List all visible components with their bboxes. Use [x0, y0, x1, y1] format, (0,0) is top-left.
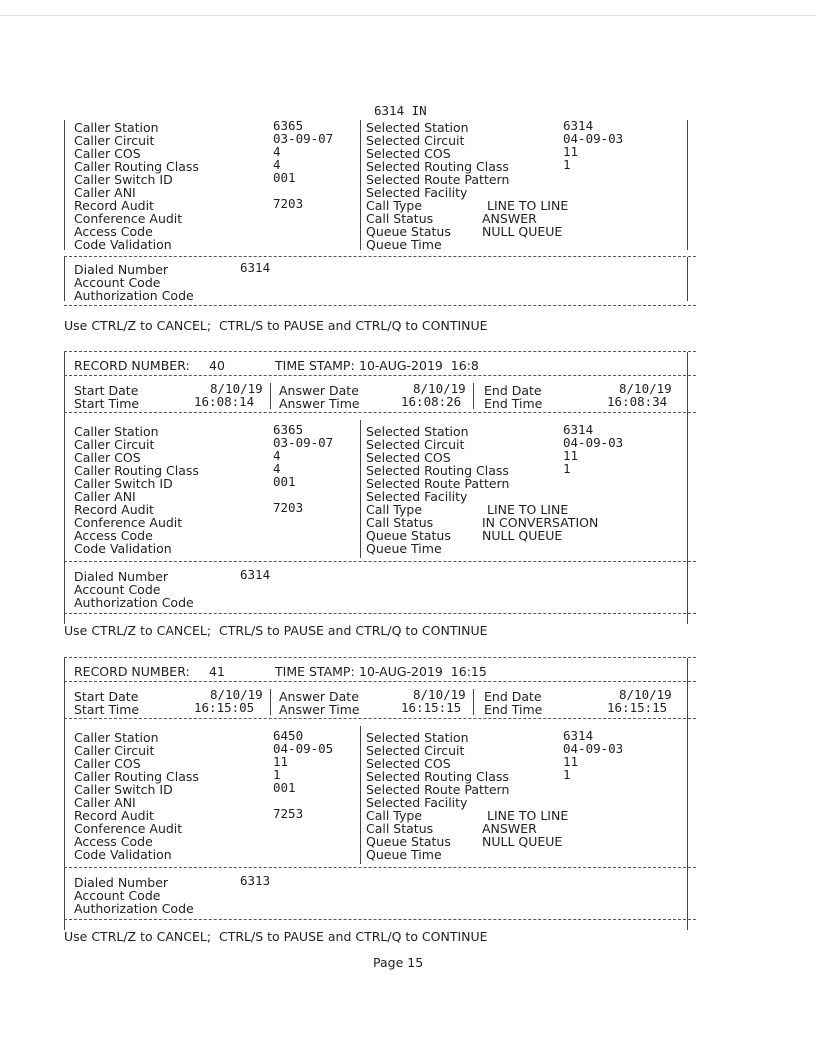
divider-dashed [64, 718, 696, 719]
time-stamp-label: TIME STAMP: [275, 664, 355, 679]
answer-time-value: 16:15:15 [401, 700, 462, 715]
end-time-label: End Time [484, 396, 543, 411]
selected-circuit-label: Selected Circuit [366, 133, 465, 148]
conference-audit-label: Conference Audit [74, 211, 183, 226]
column-divider [360, 420, 361, 558]
record-number-label: RECORD NUMBER: [74, 664, 190, 679]
dialed-number-value: 6313 [240, 873, 271, 888]
caller-ani-label: Caller ANI [74, 489, 136, 504]
right-border [687, 352, 688, 624]
selected-circuit-label: Selected Circuit [366, 437, 465, 452]
answer-date-label: Answer Date [279, 383, 359, 398]
call-type-label: Call Type [366, 502, 423, 517]
caller-cos-value: 4 [273, 448, 281, 463]
control-hint: Use CTRL/Z to CANCEL; CTRL/S to PAUSE and CTRL/Q to CONTINUE [64, 318, 488, 333]
column-divider [270, 383, 271, 409]
record-audit-value: 7203 [273, 500, 304, 515]
caller-cos-label: Caller COS [74, 146, 141, 161]
right-border [687, 120, 688, 250]
code-validation-label: Code Validation [74, 847, 172, 862]
start-time-value: 16:08:14 [194, 394, 255, 409]
end-date-label: End Date [484, 383, 542, 398]
page-number: Page 15 [373, 955, 424, 970]
divider-dashed [64, 375, 696, 376]
start-date-label: Start Date [74, 689, 139, 704]
caller-routing-class-label: Caller Routing Class [74, 463, 199, 478]
answer-date-label: Answer Date [279, 689, 359, 704]
divider-dashed [64, 412, 696, 413]
record-number-value: 40 [209, 358, 225, 373]
queue-status-value: NULL QUEUE [482, 224, 563, 239]
call-type-label: Call Type [366, 808, 423, 823]
queue-status-label: Queue Status [366, 224, 451, 239]
scan-top-edge [0, 15, 816, 16]
selected-station-label: Selected Station [366, 120, 469, 135]
call-record-41 [64, 656, 696, 932]
caller-ani-label: Caller ANI [74, 795, 136, 810]
divider-dashed [64, 681, 696, 682]
call-type-label: Call Type [366, 198, 423, 213]
caller-cos-value: 11 [273, 754, 289, 769]
call-status-value: IN CONVERSATION [482, 515, 599, 530]
left-border [64, 352, 65, 624]
caller-circuit-value: 03-09-07 [273, 131, 334, 146]
caller-station-value: 6365 [273, 422, 304, 437]
call-status-label: Call Status [366, 515, 434, 530]
caller-ani-label: Caller ANI [74, 185, 136, 200]
authorization-code-label: Authorization Code [74, 901, 194, 916]
caller-station-label: Caller Station [74, 730, 159, 745]
end-time-value: 16:15:15 [607, 700, 668, 715]
call-type-value: LINE TO LINE [487, 502, 569, 517]
caller-switch-id-label: Caller Switch ID [74, 476, 173, 491]
selected-routing-class-label: Selected Routing Class [366, 463, 509, 478]
divider-dashed [64, 919, 696, 920]
answer-date-value: 8/10/19 [413, 687, 466, 702]
account-code-label: Account Code [74, 582, 161, 597]
answer-date-value: 8/10/19 [413, 381, 466, 396]
start-date-value: 8/10/19 [210, 687, 263, 702]
caller-routing-class-label: Caller Routing Class [74, 159, 199, 174]
call-status-label: Call Status [366, 211, 434, 226]
queue-status-value: NULL QUEUE [482, 834, 563, 849]
caller-circuit-label: Caller Circuit [74, 743, 155, 758]
selected-circuit-value: 04-09-03 [563, 131, 624, 146]
record-audit-label: Record Audit [74, 502, 154, 517]
selected-route-pattern-label: Selected Route Pattern [366, 476, 510, 491]
divider-dashed [64, 305, 696, 306]
time-stamp-value: 10-AUG-2019 16:8 [359, 358, 479, 373]
selected-circuit-label: Selected Circuit [366, 743, 465, 758]
answer-time-value: 16:08:26 [401, 394, 462, 409]
selected-facility-label: Selected Facility [366, 795, 468, 810]
start-date-label: Start Date [74, 383, 139, 398]
caller-routing-class-value: 4 [273, 157, 281, 172]
divider-dashed [64, 351, 696, 352]
start-time-value: 16:15:05 [194, 700, 255, 715]
selected-routing-class-value: 1 [563, 767, 571, 782]
left-border [64, 120, 65, 250]
queue-status-value: NULL QUEUE [482, 528, 563, 543]
code-validation-label: Code Validation [74, 237, 172, 252]
answer-time-label: Answer Time [279, 396, 360, 411]
selected-station-label: Selected Station [366, 730, 469, 745]
selected-cos-value: 11 [563, 448, 579, 463]
divider-dashed [64, 657, 696, 658]
selected-station-value: 6314 [563, 422, 594, 437]
end-time-label: End Time [484, 702, 543, 717]
selected-circuit-value: 04-09-03 [563, 741, 624, 756]
queue-status-label: Queue Status [366, 528, 451, 543]
code-validation-label: Code Validation [74, 541, 172, 556]
selected-routing-class-label: Selected Routing Class [366, 769, 509, 784]
time-stamp-value: 10-AUG-2019 16:15 [359, 664, 487, 679]
end-time-value: 16:08:34 [607, 394, 668, 409]
caller-routing-class-value: 4 [273, 461, 281, 476]
caller-routing-class-label: Caller Routing Class [74, 769, 199, 784]
divider-dashed [64, 613, 696, 614]
selected-facility-label: Selected Facility [366, 185, 468, 200]
column-divider [270, 689, 271, 715]
record-number-label: RECORD NUMBER: [74, 358, 190, 373]
authorization-code-label: Authorization Code [74, 288, 194, 303]
call-type-value: LINE TO LINE [487, 198, 569, 213]
start-time-label: Start Time [74, 702, 140, 717]
dialed-number-label: Dialed Number [74, 875, 169, 890]
access-code-label: Access Code [74, 834, 153, 849]
selected-route-pattern-label: Selected Route Pattern [366, 172, 510, 187]
dialed-number-label: Dialed Number [74, 262, 169, 277]
selected-station-label: Selected Station [366, 424, 469, 439]
column-divider [473, 689, 474, 715]
control-hint: Use CTRL/Z to CANCEL; CTRL/S to PAUSE and CTRL/Q to CONTINUE [64, 929, 488, 944]
column-divider [473, 383, 474, 409]
call-status-value: ANSWER [482, 211, 537, 226]
selected-routing-class-value: 1 [563, 157, 571, 172]
dialed-number-label: Dialed Number [74, 569, 169, 584]
call-type-value: LINE TO LINE [487, 808, 569, 823]
divider-dashed [64, 256, 696, 257]
right-border [687, 257, 688, 301]
caller-cos-value: 4 [273, 144, 281, 159]
authorization-code-label: Authorization Code [74, 595, 194, 610]
control-hint: Use CTRL/Z to CANCEL; CTRL/S to PAUSE and CTRL/Q to CONTINUE [64, 623, 488, 638]
time-stamp-label: TIME STAMP: [275, 358, 355, 373]
page-header: 6314 IN [374, 103, 427, 118]
record-audit-label: Record Audit [74, 808, 154, 823]
call-record-continued [64, 116, 696, 306]
caller-circuit-label: Caller Circuit [74, 437, 155, 452]
caller-station-label: Caller Station [74, 424, 159, 439]
caller-cos-label: Caller COS [74, 450, 141, 465]
record-audit-value: 7203 [273, 196, 304, 211]
caller-switch-id-value: 001 [273, 170, 296, 185]
caller-routing-class-value: 1 [273, 767, 281, 782]
selected-facility-label: Selected Facility [366, 489, 468, 504]
caller-station-value: 6450 [273, 728, 304, 743]
left-border [64, 257, 65, 301]
account-code-label: Account Code [74, 275, 161, 290]
caller-circuit-label: Caller Circuit [74, 133, 155, 148]
end-date-value: 8/10/19 [619, 381, 672, 396]
record-number-value: 41 [209, 664, 225, 679]
caller-circuit-value: 03-09-07 [273, 435, 334, 450]
selected-cos-label: Selected COS [366, 756, 451, 771]
left-border [64, 658, 65, 930]
end-date-value: 8/10/19 [619, 687, 672, 702]
selected-routing-class-value: 1 [563, 461, 571, 476]
queue-status-label: Queue Status [366, 834, 451, 849]
queue-time-label: Queue Time [366, 541, 442, 556]
caller-cos-label: Caller COS [74, 756, 141, 771]
start-time-label: Start Time [74, 396, 140, 411]
caller-station-value: 6365 [273, 118, 304, 133]
selected-routing-class-label: Selected Routing Class [366, 159, 509, 174]
caller-station-label: Caller Station [74, 120, 159, 135]
right-border [687, 658, 688, 930]
selected-cos-value: 11 [563, 754, 579, 769]
conference-audit-label: Conference Audit [74, 821, 183, 836]
selected-station-value: 6314 [563, 728, 594, 743]
selected-cos-value: 11 [563, 144, 579, 159]
divider-dashed [64, 867, 696, 868]
account-code-label: Account Code [74, 888, 161, 903]
caller-circuit-value: 04-09-05 [273, 741, 334, 756]
column-divider [360, 726, 361, 864]
record-audit-label: Record Audit [74, 198, 154, 213]
start-date-value: 8/10/19 [210, 381, 263, 396]
selected-route-pattern-label: Selected Route Pattern [366, 782, 510, 797]
queue-time-label: Queue Time [366, 237, 442, 252]
end-date-label: End Date [484, 689, 542, 704]
selected-circuit-value: 04-09-03 [563, 435, 624, 450]
call-status-value: ANSWER [482, 821, 537, 836]
selected-cos-label: Selected COS [366, 146, 451, 161]
access-code-label: Access Code [74, 224, 153, 239]
dialed-number-value: 6314 [240, 260, 271, 275]
divider-dashed [64, 561, 696, 562]
call-status-label: Call Status [366, 821, 434, 836]
answer-time-label: Answer Time [279, 702, 360, 717]
record-audit-value: 7253 [273, 806, 304, 821]
conference-audit-label: Conference Audit [74, 515, 183, 530]
caller-switch-id-value: 001 [273, 780, 296, 795]
call-record-40 [64, 350, 696, 626]
selected-cos-label: Selected COS [366, 450, 451, 465]
queue-time-label: Queue Time [366, 847, 442, 862]
column-divider [360, 120, 361, 250]
selected-station-value: 6314 [563, 118, 594, 133]
caller-switch-id-label: Caller Switch ID [74, 782, 173, 797]
access-code-label: Access Code [74, 528, 153, 543]
dialed-number-value: 6314 [240, 567, 271, 582]
caller-switch-id-value: 001 [273, 474, 296, 489]
caller-switch-id-label: Caller Switch ID [74, 172, 173, 187]
